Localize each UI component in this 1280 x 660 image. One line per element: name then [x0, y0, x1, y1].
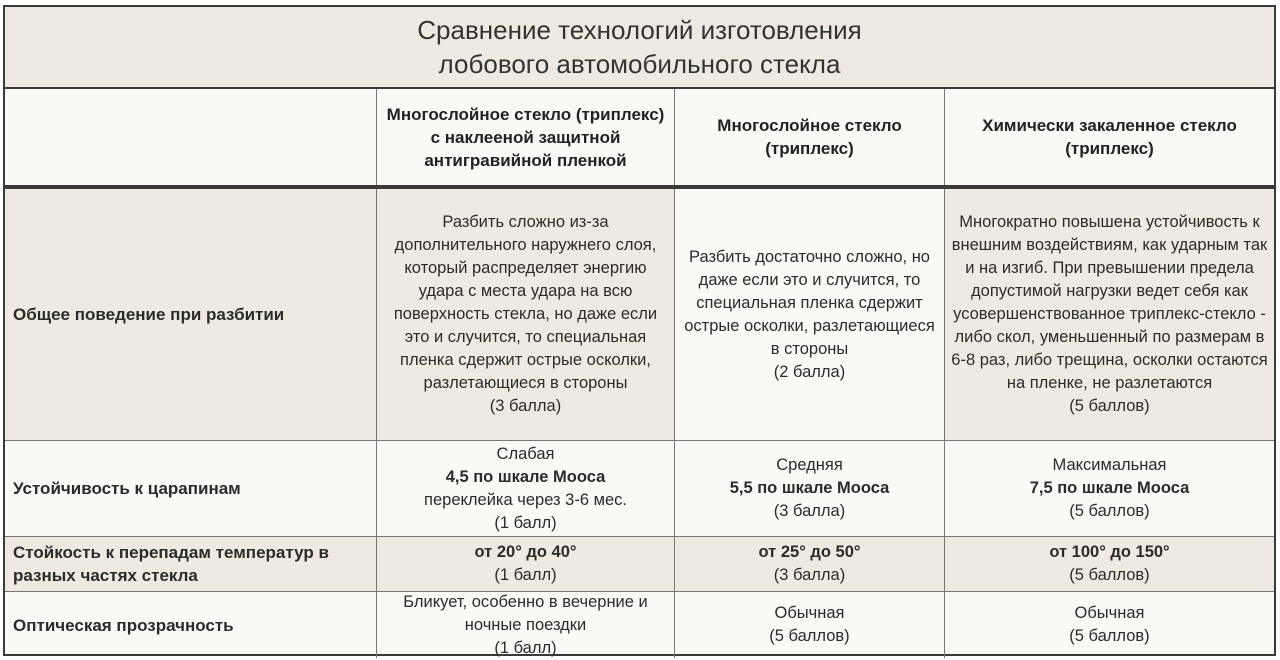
cell-range: от 25° до 50° — [758, 543, 861, 561]
row-label: Устойчивость к царапинам — [13, 479, 241, 498]
cell-note: переклейка через 3-6 мес. — [424, 490, 627, 509]
table-row-temperature — [5, 536, 1274, 591]
table-cell — [376, 189, 674, 440]
table-row-optical — [5, 591, 1274, 658]
cell-score: (3 балла) — [773, 566, 846, 584]
table-cell — [376, 441, 674, 536]
cell-text: Обычная — [1074, 604, 1145, 622]
cell-range: от 100° до 150° — [1049, 543, 1170, 561]
cell-score: (1 балл) — [494, 513, 557, 532]
cell-mohs: 4,5 по шкале Мооса — [445, 467, 606, 486]
cell-mohs: 7,5 по шкале Мооса — [1029, 479, 1190, 497]
table-cell — [674, 592, 944, 658]
cell-score: (5 баллов) — [1069, 566, 1150, 584]
cell-score: (5 баллов) — [1069, 397, 1150, 415]
cell-text: Разбить сложно из-за дополнительного наружнего слоя, который распределяет энергию удара с места удара на всю поверхность стекла, но даже если это и случится, то специальная пленка сдержит острые осколки, разлетающиеся в стороны — [393, 213, 658, 392]
table-cell — [944, 537, 1274, 591]
cell-level: Максимальная — [1052, 456, 1167, 474]
row-label: Стойкость к перепадам температур в разных частях стекла — [13, 543, 329, 585]
cell-score: (5 баллов) — [769, 627, 850, 645]
header-empty-cell — [5, 89, 376, 185]
table-cell — [674, 441, 944, 536]
table-cell — [674, 537, 944, 591]
cell-score: (3 балла) — [773, 502, 846, 520]
cell-score: (3 балла) — [489, 397, 562, 415]
cell-score: (2 балла) — [773, 362, 846, 381]
table-cell — [944, 189, 1274, 440]
cell-score: (5 баллов) — [1069, 502, 1150, 520]
table-cell — [674, 189, 944, 440]
cell-level: Средняя — [776, 456, 843, 474]
comparison-table — [3, 5, 1276, 656]
cell-text: Многократно повышена устойчивость к внешним воздействиям, как ударным так и на изгиб. При превышении предела допустимой нагрузки ведет себя как усовершенствованное триплекс-стекло - либо скол, уменьшенный по размерам в 6-8 раз, либо трещина, осколки остаются на пленке, не разлетаются — [951, 213, 1268, 392]
header-row — [5, 89, 1274, 185]
table-cell — [376, 537, 674, 591]
cell-text: Обычная — [774, 604, 845, 622]
table-title: Сравнение технологий изготовления лобового автомобильного стекла — [5, 7, 1274, 89]
table-cell — [944, 441, 1274, 536]
column-header-film-triplex: Многослойное стекло (триплекс) с наклееной защитной антигравийной пленкой — [376, 89, 674, 185]
table-row-breakage — [5, 189, 1274, 440]
row-label: Оптическая прозрачность — [13, 615, 234, 635]
cell-range: от 20° до 40° — [474, 543, 577, 561]
cell-score: (1 балл) — [494, 638, 557, 657]
row-label: Общее поведение при разбитии — [5, 189, 376, 440]
table-cell — [376, 592, 674, 658]
cell-level: Слабая — [496, 444, 555, 463]
cell-text: Разбить достаточно сложно, но даже если это и случится, то специальная пленка сдержит острые осколки, разлетающиеся в стороны — [684, 247, 935, 358]
table-cell — [944, 592, 1274, 658]
cell-mohs: 5,5 по шкале Мооса — [729, 479, 890, 497]
column-header-triplex: Многослойное стекло (триплекс) — [674, 89, 944, 185]
column-header-chemically-tempered: Химически закаленное стекло (триплекс) — [944, 89, 1274, 185]
cell-text: Бликует, особенно в вечерние и ночные поездки — [403, 592, 648, 634]
table-row-scratch — [5, 440, 1274, 536]
cell-score: (1 балл) — [494, 566, 557, 584]
cell-score: (5 баллов) — [1069, 627, 1150, 645]
